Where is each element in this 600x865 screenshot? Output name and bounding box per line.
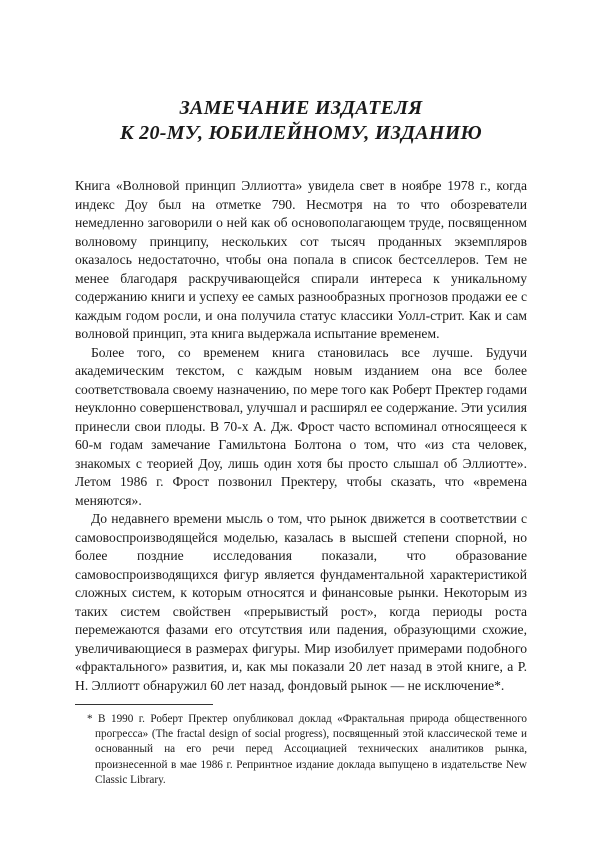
paragraph-2: Более того, со временем книга становилась все лучше. Будучи академическим текстом, с каждым новым изданием она все более соответствовала своему назначению, по мере того как Роберт Пректер годами неуклонно совершенствовал, улучшал и расширял ее содержание. Эти усилия принесли свои плоды. В 70-х А. Дж. Фрост часто вспоминал относящееся к 60-м годам замечание Гамильтона Болтона о том, что «из ста человек, знакомых с теорией Доу, лишь один хотя бы просто слышал об Эллиотте». Летом 1986 г. Фрост позвонил Пректеру, чтобы сказать, что «времена меняются».	[75, 344, 527, 508]
paragraph-3: До недавнего времени мысль о том, что рынок движется в соответствии с самовоспроизводящейся моделью, казалась в высшей степени спорной, но более поздние исследования показали, что образование самовоспроизводящихся фигур является фундаментальной характеристикой сложных систем, к которым относятся и финансовые рынки. Некоторым из таких систем свойствен «прерывистый рост», когда периоды роста перемежаются фазами его отсутствия или падения, образующими схожие, увеличивающиеся в размерах фигуры. Мир изобилует примерами подобного «фрактального» развития, и, как мы показали 20 лет назад в этой книге, а Р. Н. Эллиотт обнаружил 60 лет назад, фондовый рынок — не исключение*.	[75, 511, 527, 693]
footnote-divider	[75, 704, 213, 705]
paragraph-1: Книга «Волновой принцип Эллиотта» увидела свет в ноябре 1978 г., когда индекс Доу был на отметке 790. Несмотря на то что обозреватели немедленно заговорили о ней как об основополагающем труде, посвященном волновому принципу, нескольких сот тысяч проданных экземпляров оказалось недостаточно, чтобы она попала в список бестселлеров. Тем не менее благодаря раскручивающейся спирали интереса к уникальному содержанию книги и успеху ее самых разнообразных прогнозов продажи ее с каждым годом росли, и она получила статус классики Уолл-стрит. Как и сам волновой принцип, эта книга выдержала испытание временем.	[75, 178, 527, 341]
footnote: * В 1990 г. Роберт Пректер опубликовал доклад «Фрактальная природа общественного прогресса» (The fractal design of social progress), посвященный этой классической теме и основанный на его речи перед Ассоциацией технических аналитиков рынка, произнесенной в мае 1986 г. Репринтное издание доклада выпущено в издательстве New Classic Library.	[87, 713, 527, 786]
body-text	[75, 177, 527, 695]
page-title	[75, 96, 527, 146]
page	[75, 96, 527, 788]
title-line-1: ЗАМЕЧАНИЕ ИЗДАТЕЛЯ	[179, 97, 423, 119]
title-line-2: К 20-МУ, ЮБИЛЕЙНОМУ, ИЗДАНИЮ	[120, 122, 482, 144]
